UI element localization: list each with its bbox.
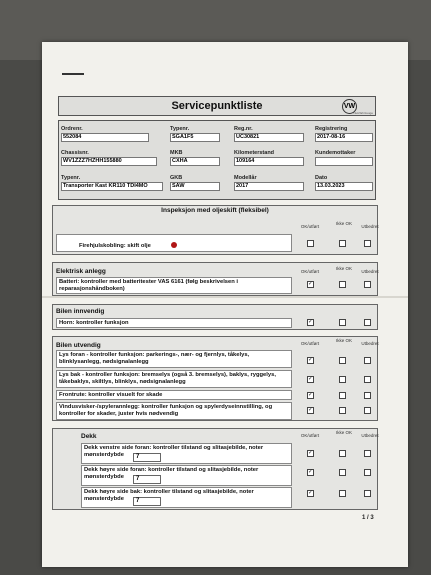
checkbox-ok[interactable]: [307, 469, 314, 476]
kilometerstand-value: 109164: [234, 157, 304, 166]
checkbox-ikke-ok[interactable]: [339, 240, 346, 247]
typenr-value: SGA1F5: [170, 133, 220, 142]
checkbox-utbedret[interactable]: [364, 490, 371, 497]
modellar-label: Modellår: [234, 175, 257, 181]
ordrenr-label: Ordrenr.: [61, 126, 83, 132]
col-ikke-ok: Ikke OK: [335, 430, 352, 435]
monsterdybde-input[interactable]: 7: [133, 475, 161, 484]
kilometerstand-label: Kilometerstand: [234, 150, 275, 156]
col-ikke-ok: Ikke OK: [335, 338, 352, 343]
document-header: [58, 96, 376, 116]
gkb-label: GKB: [170, 175, 183, 181]
item-batteri: Batteri: kontroller med batteritester VAS 6161 (følg beskrivelsen i reparasjonshåndboken): [56, 277, 292, 294]
checkbox-ikke-ok[interactable]: [339, 357, 346, 364]
checkbox-ikke-ok[interactable]: [339, 469, 346, 476]
checkbox-utbedret[interactable]: [364, 450, 371, 457]
checkbox-ikke-ok[interactable]: [339, 392, 346, 399]
chassisnr-value: WV1ZZZ7HZHH155880: [61, 157, 157, 166]
page-title: Servicepunktliste: [171, 100, 263, 112]
col-utbedret: Utbedret: [361, 433, 379, 438]
col-utbedret: Utbedret: [361, 224, 379, 229]
checkbox-ikke-ok[interactable]: [339, 490, 346, 497]
checkbox-utbedret[interactable]: [364, 319, 371, 326]
dato-value: 13.03.2023: [315, 182, 373, 191]
checkbox-ok[interactable]: [307, 376, 314, 383]
section-title: Bilen utvendig: [56, 342, 101, 349]
chassisnr-label: Chassisnr.: [61, 150, 89, 156]
mkb-value: CXHA: [170, 157, 220, 166]
col-ok: OK/utført: [300, 433, 320, 438]
item-lys-foran: Lys foran - kontroller funksjon: parkerings-, nær- og fjernlys, tåkelys, blinklysanlegg, nødsignalanlegg: [56, 350, 292, 368]
pen-mark: [62, 73, 84, 75]
regnr-label: Reg.nr.: [234, 126, 253, 132]
checkbox-ok[interactable]: [307, 240, 314, 247]
col-ikke-ok: Ikke OK: [335, 221, 352, 226]
item-dekk-venstre-foran: Dekk venstre side foran: kontroller tilstand og slitasjebilde, noter mønsterdybde: [81, 443, 292, 464]
col-ikke-ok: Ikke OK: [335, 266, 352, 271]
col-ok: OK/utført: [300, 341, 320, 346]
checkbox-utbedret[interactable]: [364, 376, 371, 383]
registrering-label: Registrering: [315, 126, 348, 132]
checkbox-ok[interactable]: [307, 490, 314, 497]
section-elektrisk: [52, 262, 378, 296]
paper-fold: [42, 296, 408, 298]
section-innvendig: [52, 304, 378, 330]
section-title: Inspeksjon med oljeskift (fleksibel): [161, 207, 269, 214]
checkbox-utbedret[interactable]: [364, 469, 371, 476]
vw-logo-icon: VW: [342, 99, 357, 114]
regnr-value: UC30821: [234, 133, 304, 142]
checkbox-utbedret[interactable]: [364, 240, 371, 247]
item-horn: Horn: kontroller funksjon: [56, 318, 292, 328]
checkbox-ok[interactable]: [307, 319, 314, 326]
col-ok: OK/utført: [300, 269, 320, 274]
mkb-label: MKB: [170, 150, 183, 156]
kundemottaker-value: [315, 157, 373, 166]
item-dekk-hoyre-bak: Dekk høyre side bak: kontroller tilstand og slitasjebilde, noter mønsterdybde: [81, 487, 292, 508]
modellar-value: 2017: [234, 182, 304, 191]
checkbox-ikke-ok[interactable]: [339, 407, 346, 414]
col-ok: OK/utført: [300, 224, 320, 229]
col-utbedret: Utbedret: [361, 341, 379, 346]
vehicle-info-panel: [58, 120, 376, 200]
checkbox-ok[interactable]: [307, 281, 314, 288]
checkbox-ok[interactable]: [307, 357, 314, 364]
checkbox-ok[interactable]: [307, 392, 314, 399]
monsterdybde-input[interactable]: 7: [133, 453, 161, 462]
checkbox-utbedret[interactable]: [364, 392, 371, 399]
monsterdybde-input[interactable]: 7: [133, 497, 161, 506]
section-inspeksjon: [52, 205, 378, 255]
item-lys-bak: Lys bak - kontroller funksjon: bremselys (også 3. bremselys), baklys, ryggelys, tåkebaklys, skiltlys, blinklys, nødsignalanlegg: [56, 370, 292, 388]
typenr2-value: Transporter Kast KR110 TDI4MO: [61, 182, 163, 191]
checkbox-ikke-ok[interactable]: [339, 376, 346, 383]
gkb-value: SAW: [170, 182, 220, 191]
checkbox-ikke-ok[interactable]: [339, 281, 346, 288]
item-vindusvisker: Vindusvisker-/spylerannlegg: kontroller funksjon og spylerdyseinnstilling, og kontroller for skader, juster hvis nødvendig: [56, 402, 292, 420]
section-title: Elektrisk anlegg: [56, 268, 106, 275]
section-utvendig: [52, 336, 378, 421]
section-dekk: [52, 428, 378, 510]
checkbox-utbedret[interactable]: [364, 281, 371, 288]
checkbox-ikke-ok[interactable]: [339, 319, 346, 326]
red-dot-mark: [171, 242, 177, 248]
dato-label: Dato: [315, 175, 328, 181]
section-title: Dekk: [81, 433, 97, 440]
item-firehjulskobling: Firehjulskobling: skift olje: [56, 234, 292, 252]
col-utbedret: Utbedret: [361, 269, 379, 274]
kundemottaker-label: Kundemottaker: [315, 150, 356, 156]
checkbox-utbedret[interactable]: [364, 407, 371, 414]
registrering-value: 2017-08-16: [315, 133, 373, 142]
typenr-label: Typenr.: [170, 126, 190, 132]
typenr2-label: Typenr.: [61, 175, 81, 181]
ordrenr-value: 552084: [61, 133, 149, 142]
item-frontrute: Frontrute: kontroller visuelt for skade: [56, 390, 292, 400]
checkbox-ok[interactable]: [307, 450, 314, 457]
checkbox-ok[interactable]: [307, 407, 314, 414]
page-number: 1 / 3: [362, 515, 374, 521]
checkbox-utbedret[interactable]: [364, 357, 371, 364]
checkbox-ikke-ok[interactable]: [339, 450, 346, 457]
section-title: Bilen innvendig: [56, 308, 105, 315]
item-dekk-hoyre-foran: Dekk høyre side foran: kontroller tilstand og slitasjebilde, noter mønsterdybde: [81, 465, 292, 486]
logo-subtitle: Nutzfahrzeuge: [353, 111, 373, 115]
